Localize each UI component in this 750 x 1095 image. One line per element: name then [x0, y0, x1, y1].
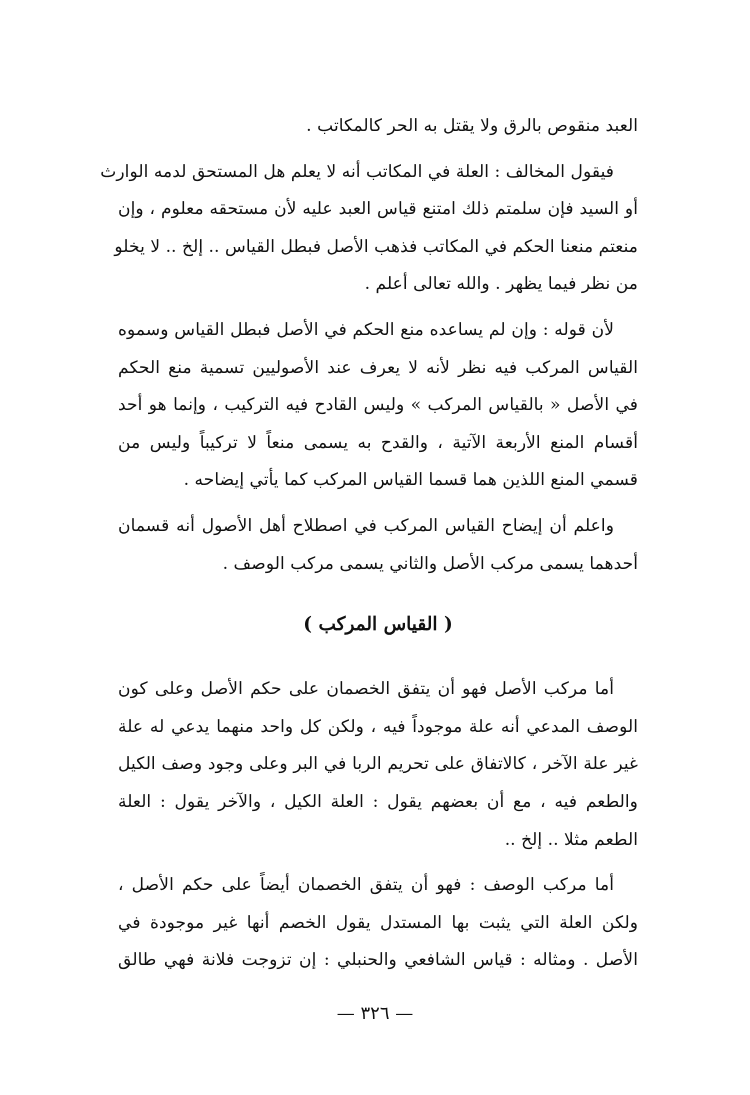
text-line: فيقول المخالف : العلة في المكاتب أنه لا يعلم هل المستحق لدمه الوارث [100, 161, 614, 182]
text-line: أما مركب الأصل فهو أن يتفق الخصمان على حكم الأصل وعلى كون [118, 679, 614, 700]
text-line: لأن قوله : وإن لم يساعده منع الحكم في الأصل فبطل القياس وسموه [118, 319, 614, 340]
paragraph-gap [118, 304, 638, 312]
text-line: العبد منقوص بالرق ولا يقتل به الحر كالمكاتب . [306, 116, 638, 136]
paragraph-gap [118, 859, 638, 867]
text-line: ولكن العلة التي يثبت بها المستدل يقول الخصم أنها غير موجودة في [118, 912, 638, 933]
text-line: والطعم فيه ، مع أن بعضهم يقول : العلة الكيل ، والآخر يقول : العلة [118, 791, 638, 812]
paragraph-gap [118, 146, 638, 154]
text-line: أقسام المنع الأربعة الآتية ، والقدح به يسمى منعاً لا تركيباً وليس من [118, 432, 638, 453]
text-line: غير علة الآخر ، كالاتفاق على تحريم الربا في البر وعلى وجود وصف الكيل [118, 754, 638, 775]
paragraph-6 [118, 867, 638, 980]
paragraph-1 [118, 108, 638, 146]
text-line: الوصف المدعي أنه علة موجوداً فيه ، ولكن كل واحد منهما يدعي له علة [118, 716, 638, 737]
paragraph-2 [100, 154, 638, 304]
text-line: الأصل . ومثاله : قياس الشافعي والحنبلي : إن تزوجت فلانة فهي طالق [118, 950, 638, 971]
page-number: — ٣٢٦ — [336, 1003, 414, 1024]
text-line: الطعم مثلا .. إلخ .. [504, 829, 638, 850]
text-line: أما مركب الوصف : فهو أن يتفق الخصمان أيضاً على حكم الأصل ، [118, 875, 614, 896]
paragraph-gap [118, 500, 638, 508]
paragraph-3 [118, 312, 638, 500]
page-content [100, 108, 638, 1068]
text-line: أو السيد فإن سلمتم ذلك امتنع قياس العبد عليه لأن مستحقه معلوم ، وإن [118, 199, 638, 220]
text-line: في الأصل « بالقياس المركب » وليس القادح فيه التركيب ، وإنما هو أحد [118, 395, 638, 416]
text-line: القياس المركب فيه نظر لأنه لا يعرف عند الأصوليين تسمية منع الحكم [118, 357, 638, 378]
text-line: من نظر فيما يظهر . والله تعالى أعلم . [364, 274, 638, 295]
section-heading: ( القياس المركب ) [303, 614, 453, 636]
text-line: قسمي المنع اللذين هما قسما القياس المركب كما يأتي إيضاحه . [183, 470, 638, 491]
text-line: أحدهما يسمى مركب الأصل والثاني يسمى مركب الوصف . [222, 553, 638, 574]
paragraph-4 [118, 508, 638, 583]
text-line: منعتم منعنا الحكم في المكاتب فذهب الأصل فبطل القياس .. إلخ .. لا يخلو [114, 236, 638, 257]
text-line: واعلم أن إيضاح القياس المركب في اصطلاح أهل الأصول أنه قسمان [118, 515, 614, 536]
paragraph-5 [118, 671, 638, 859]
